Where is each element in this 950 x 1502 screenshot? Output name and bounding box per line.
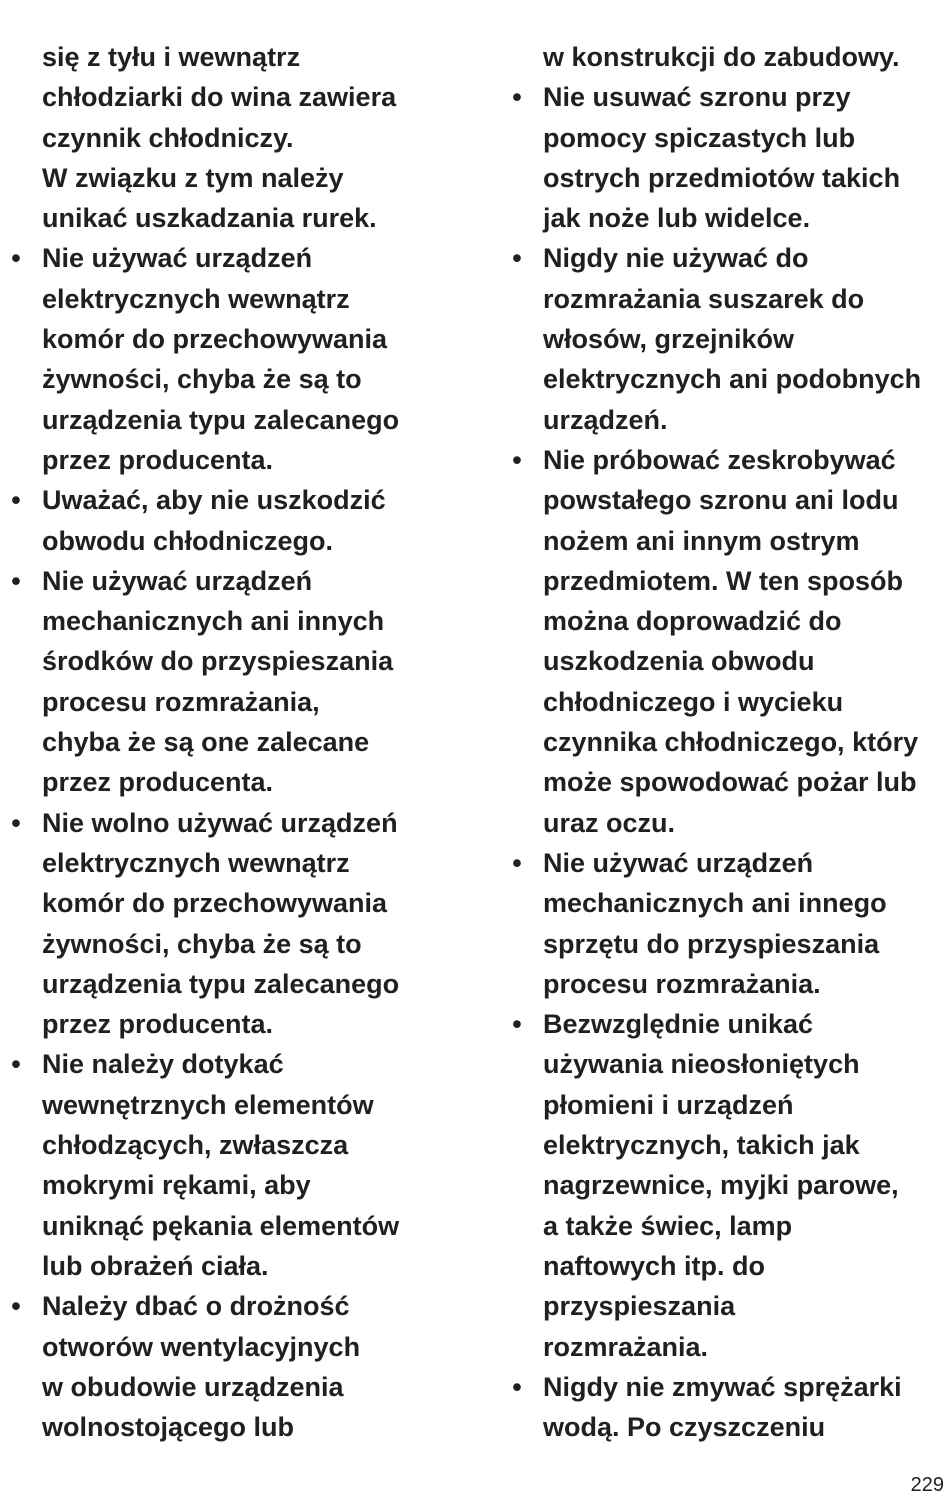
- list-item-text: Nie używać urządzeń mechanicznych ani innych środków do przyspieszania procesu rozmrażania, chyba że są one zalecane przez producenta.: [42, 565, 394, 798]
- list-item-text: Nie usuwać szronu przy pomocy spiczastych lub ostrych przedmiotów takich jak noże lub widelce.: [543, 82, 901, 234]
- list-item: [512, 1367, 950, 1448]
- list-item: [11, 480, 442, 561]
- page-number: 229: [910, 1474, 944, 1496]
- list-item-text: Nie wolno używać urządzeń elektrycznych wewnątrz komór do przechowywania żywności, chyba że są to urządzenia typu zalecanego przez producenta.: [42, 807, 400, 1040]
- list-item: [11, 1044, 442, 1286]
- bullet-icon: •: [512, 82, 522, 113]
- bullet-icon: •: [11, 807, 21, 838]
- bullet-icon: •: [11, 1049, 21, 1080]
- bullet-icon: •: [11, 485, 21, 516]
- bullet-icon: •: [512, 1009, 522, 1040]
- list-item-text: Nie używać urządzeń elektrycznych wewnątrz komór do przechowywania żywności, chyba że są to urządzenia typu zalecanego przez producenta.: [42, 243, 400, 475]
- bullet-icon: •: [11, 1291, 21, 1322]
- list-item-text: Nigdy nie używać do rozmrażania suszarek do włosów, grzejników elektrycznych ani podobnych urządzeń.: [543, 243, 922, 435]
- list-item-text: Należy dbać o drożność otworów wentylacyjnych w obudowie urządzenia wolnostojącego lub: [42, 1291, 361, 1443]
- list-item-text: Nie używać urządzeń mechanicznych ani innego sprzętu do przyspieszania procesu rozmrażania.: [543, 847, 887, 999]
- bullet-icon: •: [512, 847, 522, 878]
- list-item: [512, 77, 950, 238]
- list-item: [512, 238, 950, 439]
- list-item-text: Bezwzględnie unikać używania nieosłoniętych płomieni i urządzeń elektrycznych, takich jak nagrzewnice, myjki parowe, a także świec, lamp naftowych itp. do przyspieszania rozmrażania.: [543, 1009, 899, 1362]
- bullet-icon: •: [11, 565, 21, 596]
- list-item-text: Nie próbować zeskrobywać powstałego szronu ani lodu nożem ani innym ostrym przedmiotem. W ten sposób można doprowadzić do uszkodzenia obwodu chłodniczego i wycieku czynnika chłodniczego, który może spowodować pożar lub uraz oczu.: [543, 444, 919, 838]
- left-column: [11, 37, 442, 1447]
- list-item: [11, 238, 442, 480]
- list-item-text: Uważać, aby nie uszkodzić obwodu chłodniczego.: [42, 485, 386, 556]
- list-item: [11, 803, 442, 1045]
- list-item: [11, 561, 442, 803]
- list-item: [512, 440, 950, 843]
- list-item-text: Nigdy nie zmywać sprężarki wodą. Po czyszczeniu: [543, 1371, 902, 1443]
- bullet-icon: •: [11, 243, 21, 274]
- bullet-icon: •: [512, 444, 522, 475]
- right-column: [512, 37, 950, 1447]
- list-item: [512, 1004, 950, 1367]
- bullet-icon: •: [512, 1371, 522, 1402]
- left-intro-paragraph: się z tyłu i wewnątrz chłodziarki do wina zawiera czynnik chłodniczy. W związku z tym należy unikać uszkadzania rurek.: [42, 42, 397, 234]
- list-item: [512, 843, 950, 1004]
- right-intro-paragraph: w konstrukcji do zabudowy.: [543, 42, 900, 72]
- list-item: [11, 1286, 442, 1447]
- list-item-text: Nie należy dotykać wewnętrznych elementów chłodzących, zwłaszcza mokrymi rękami, aby uniknąć pękania elementów lub obrażeń ciała.: [42, 1049, 400, 1281]
- bullet-icon: •: [512, 243, 522, 274]
